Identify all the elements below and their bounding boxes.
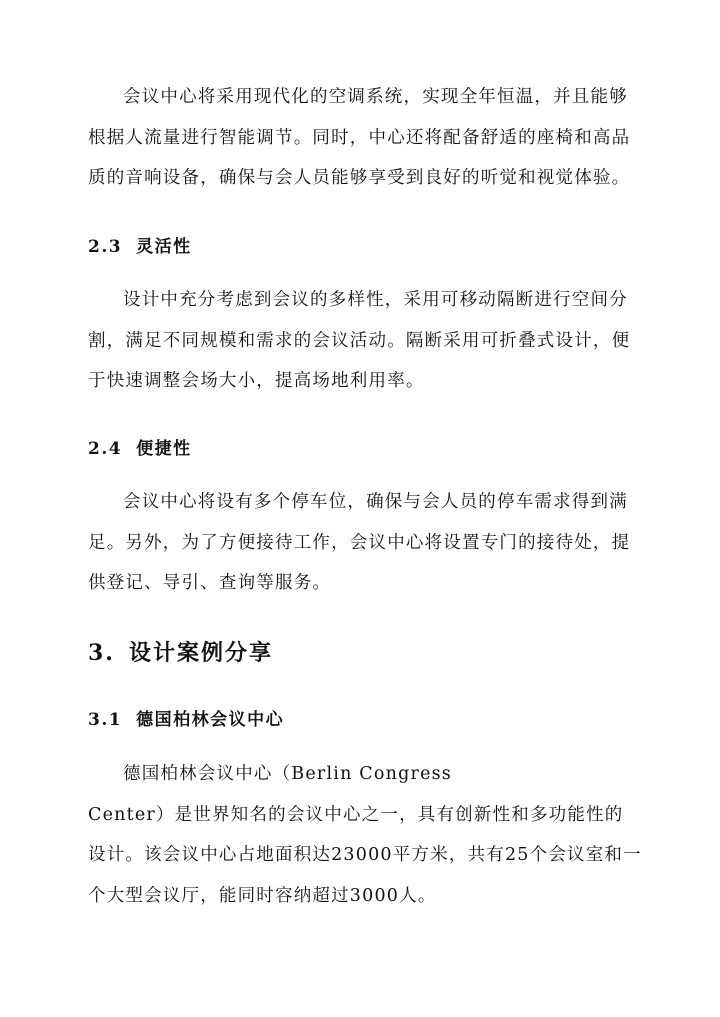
paragraph-line: 设计中充分考虑到会议的多样性，采用可移动隔断进行空间分 (123, 290, 628, 310)
section-number: 3. (88, 640, 115, 666)
paragraph-line: 会议中心将设有多个停车位，确保与会人员的停车需求得到满 (123, 492, 628, 512)
paragraph-line: 足。另外，为了方便接待工作，会议中心将设置专门的接待处，提 (88, 532, 631, 553)
section-number: 2.3 (88, 237, 123, 257)
section-heading-2-4 (88, 434, 192, 459)
section-heading-3 (88, 636, 273, 667)
section-title: 便捷性 (136, 439, 192, 459)
paragraph-climate-control (88, 77, 633, 199)
paragraph-line: 德国柏林会议中心（Berlin Congress (123, 764, 452, 784)
paragraph-line: 于快速调整会场大小，提高场地利用率。 (88, 371, 425, 391)
section-title: 德国柏林会议中心 (136, 710, 285, 730)
paragraph-berlin-congress-center (88, 754, 642, 916)
paragraph-line: 割，满足不同规模和需求的会议活动。隔断采用可折叠式设计，便 (88, 330, 631, 351)
paragraph-flexibility (88, 280, 633, 402)
paragraph-line: Center）是世界知名的会议中心之一，具有创新性和多功能性的 (88, 804, 624, 825)
section-heading-3-1 (88, 705, 284, 730)
section-title: 灵活性 (136, 237, 192, 257)
paragraph-convenience (88, 482, 633, 604)
paragraph-line: 供登记、导引、查询等服务。 (88, 573, 332, 593)
paragraph-line: 会议中心将采用现代化的空调系统，实现全年恒温，并且能够 (123, 87, 628, 107)
paragraph-line: 质的音响设备，确保与会人员能够享受到良好的听觉和视觉体验。 (88, 168, 631, 188)
paragraph-line: 设计。该会议中心占地面积达23000平方米，共有25个会议室和一 (88, 845, 642, 865)
paragraph-line: 个大型会议厅，能同时容纳超过3000人。 (88, 885, 437, 906)
section-heading-2-3 (88, 232, 192, 257)
section-title: 设计案例分享 (128, 640, 273, 666)
section-number: 2.4 (88, 439, 123, 459)
section-number: 3.1 (88, 710, 123, 730)
paragraph-line: 根据人流量进行智能调节。同时，中心还将配备舒适的座椅和高品 (88, 127, 631, 148)
